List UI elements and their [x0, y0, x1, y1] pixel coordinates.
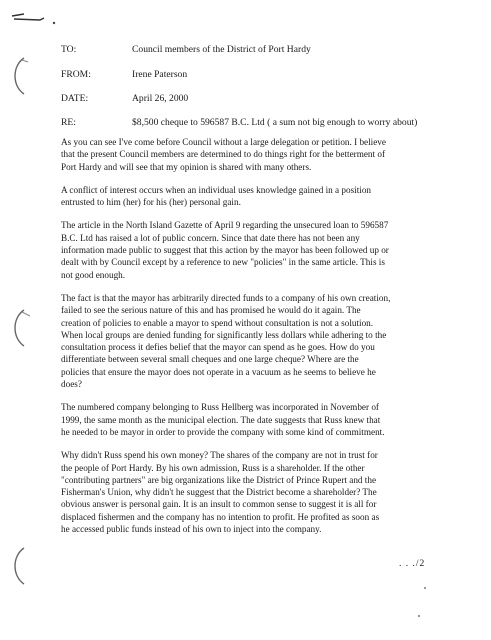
body-line: he needed to be mayor in order to provide the company with some kind of commitment. — [61, 426, 385, 437]
body-paragraph — [61, 401, 459, 438]
re-label: RE: — [61, 117, 76, 128]
body-line: he accessed public funds instead of his own to inject into the company. — [61, 524, 322, 535]
body-paragraph — [61, 449, 459, 535]
to-label: TO: — [61, 44, 77, 55]
body-line: A conflict of interest occurs when an individual uses knowledge gained in a position — [61, 184, 372, 195]
punch-hole-icon — [8, 308, 38, 348]
body-line: differentiate between several small cheques and one large cheque? Where are the — [61, 354, 359, 365]
body-line: The numbered company belonging to Russ Hellberg was incorporated in November of — [61, 402, 379, 413]
body-line: The article in the North Island Gazette of April 9 regarding the unsecured loan to 596587 — [61, 220, 389, 231]
body-paragraph — [61, 184, 459, 209]
body-line: failed to see the serious nature of this and has promised he would do it again. The — [61, 305, 361, 316]
body-line: not good enough. — [61, 269, 126, 280]
page-number: . . ./2 — [399, 559, 426, 569]
body-line: that the present Council members are determined to do things right for the betterment of — [61, 149, 386, 160]
body-line: the people of Port Hardy. By his own admission, Russ is a shareholder. If the other — [61, 462, 365, 473]
body-line: dealt with by Council except by a reference to new "policies" in the same article. This is — [61, 257, 385, 268]
body-line: information made public to suggest that this action by the mayor has been followed up or — [61, 245, 389, 256]
scan-speck — [424, 587, 426, 589]
body-line: Fisherman's Union, why didn't he suggest that the District become a shareholder? The — [61, 487, 377, 498]
re-value: $8,500 cheque to 596587 B.C. Ltd ( a sum not big enough to worry about) — [132, 117, 418, 128]
date-value: April 26, 2000 — [132, 93, 189, 104]
punch-hole-icon — [8, 546, 38, 586]
body-line: displaced fishermen and the company has no intention to profit. He profited as soon as — [61, 511, 380, 522]
body-line: When local groups are denied funding for significantly less dollars while adhering to the — [61, 329, 387, 340]
body-line: The fact is that the mayor has arbitrarily directed funds to a company of his own creation, — [61, 292, 391, 303]
from-label: FROM: — [61, 69, 91, 80]
scan-speck — [418, 615, 420, 617]
date-label: DATE: — [61, 93, 89, 104]
scan-artifact-mark — [10, 6, 58, 26]
body-line: Port Hardy and will see that my opinion is shared with many others. — [61, 161, 312, 172]
body-line: consultation process it defies belief that the mayor can spend as he goes. How do you — [61, 342, 375, 353]
body-line: Why didn't Russ spend his own money? The shares of the company are not in trust for — [61, 450, 378, 461]
body-line: creation of policies to enable a mayor to spend without consultation is not a solution. — [61, 317, 374, 328]
body-paragraph — [61, 136, 459, 173]
body-line: entrusted to him (her) for his (her) personal gain. — [61, 197, 241, 208]
body-line: B.C. Ltd has raised a lot of public concern. Since that date there has not been any — [61, 232, 360, 243]
memo-body — [61, 136, 459, 546]
from-value: Irene Paterson — [132, 69, 188, 80]
body-paragraph — [61, 292, 459, 390]
body-line: As you can see I've come before Council without a large delegation or petition. I believe — [61, 137, 386, 147]
body-line: "contributing partners" are big organizations like the District of Prince Rupert and the — [61, 474, 377, 485]
body-paragraph — [61, 219, 459, 280]
body-line: does? — [61, 379, 82, 390]
body-line: 1999, the same month as the municipal election. The date suggests that Russ knew that — [61, 414, 381, 425]
to-value: Council members of the District of Port Hardy — [132, 44, 311, 55]
body-line: policies that ensure the mayor does not operate in a vacuum as he seems to believe he — [61, 366, 376, 377]
body-line: obvious answer is personal gain. It is an insult to common sense to suggest it is all for — [61, 499, 377, 510]
punch-hole-icon — [8, 56, 38, 96]
